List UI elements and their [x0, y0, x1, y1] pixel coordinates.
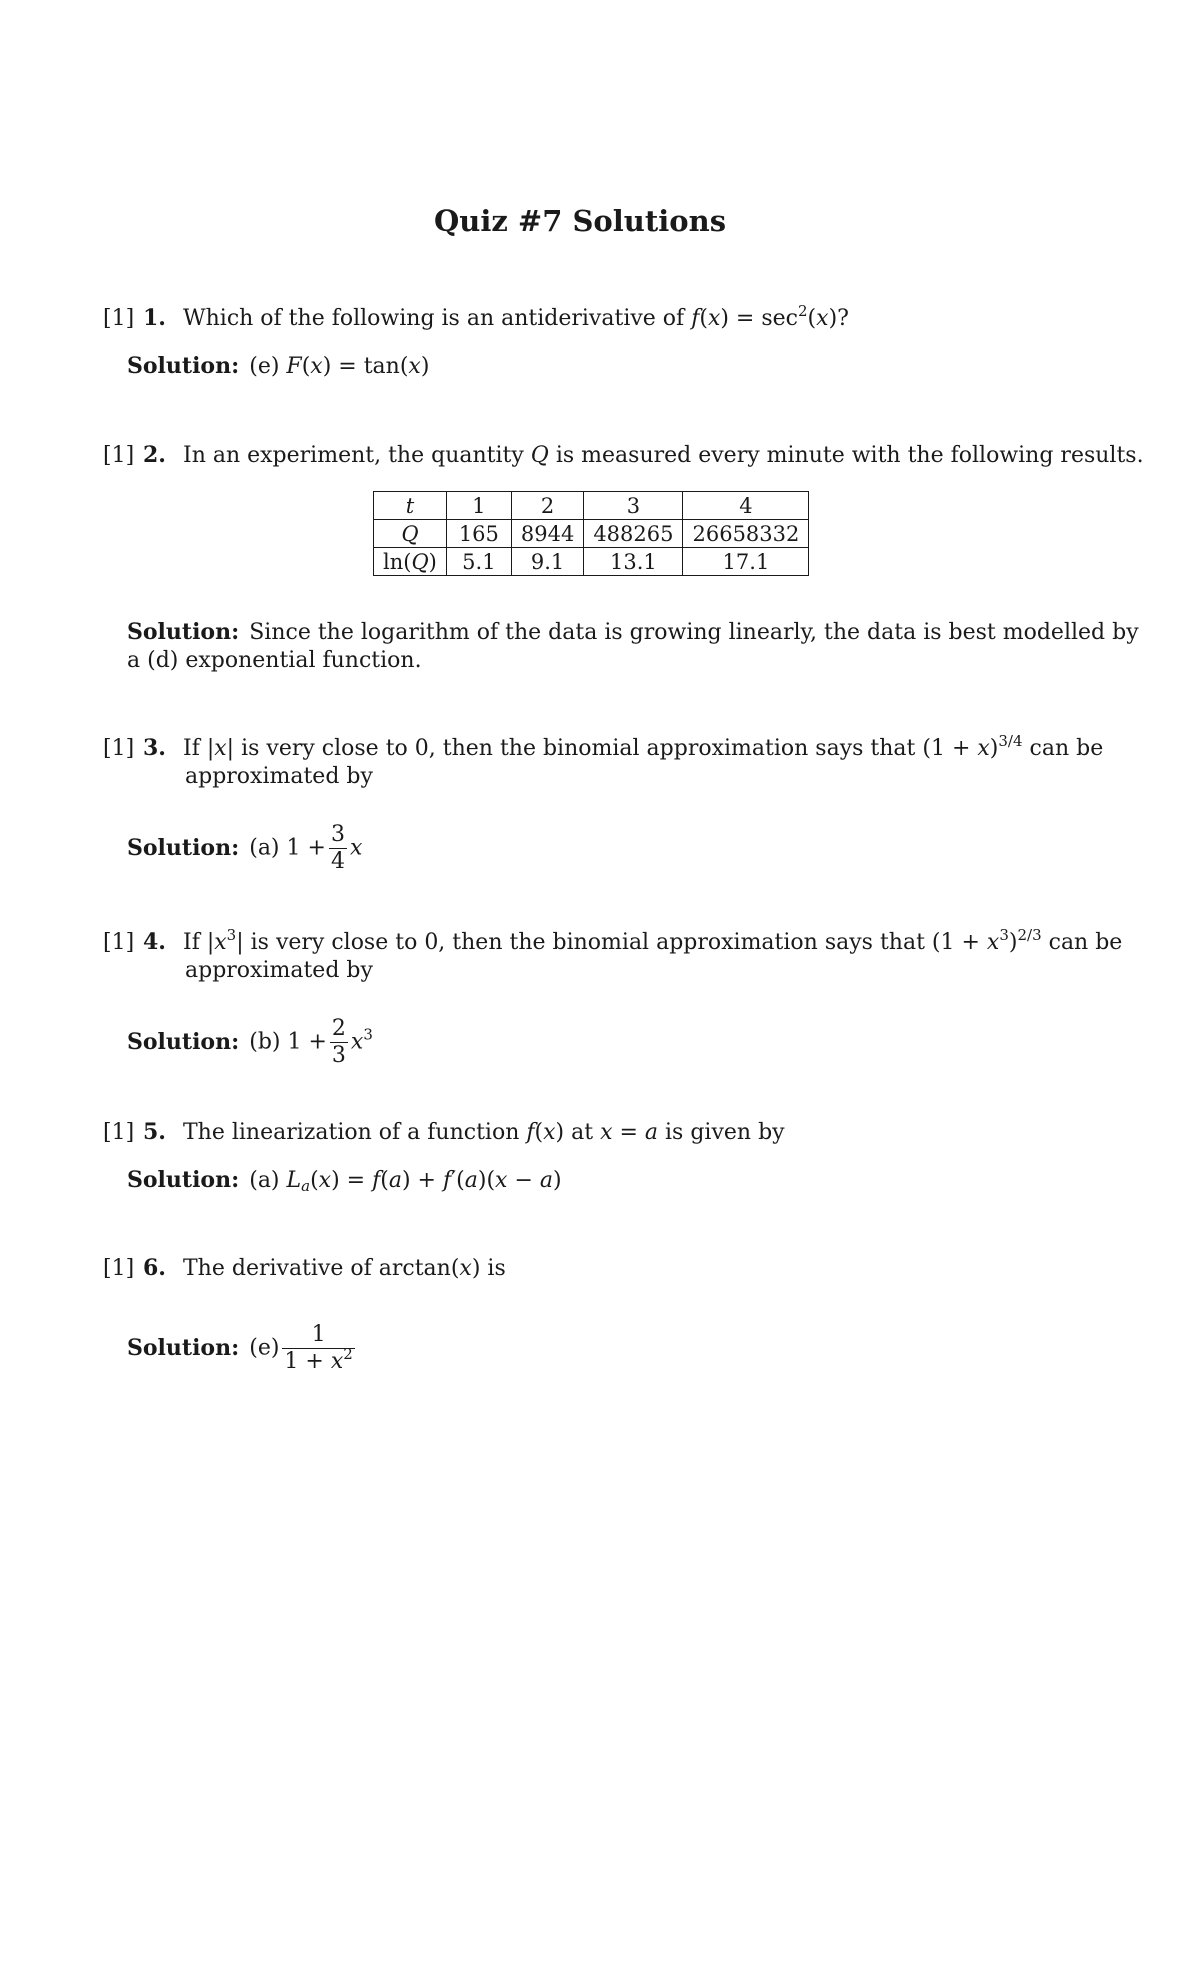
question-number: 1.: [143, 305, 166, 331]
fraction: $\frac{3}{4}$: [330, 822, 345, 874]
question-1: [103, 303, 849, 334]
solution-text: Since the logarithm of the data is growing linearly, the data is best modelled by: [249, 620, 1139, 645]
table-cell: 8944: [511, 520, 583, 548]
solution-2: [127, 617, 1139, 648]
question-marks: [1]: [103, 736, 135, 761]
table-cell: 17.1: [683, 548, 809, 576]
solution-label: Solution:: [127, 834, 240, 861]
table-cell: 26658332: [683, 520, 809, 548]
question-6: [103, 1253, 506, 1284]
question-2: [103, 440, 1144, 471]
table-row: [374, 520, 809, 548]
table-header-cell: Q: [374, 520, 447, 548]
question-marks: [1]: [103, 1256, 135, 1281]
table-cell: 2: [511, 492, 583, 520]
table-cell: 13.1: [584, 548, 683, 576]
solution-4: Solution: (b) 1 + $\frac{2}{3}$ $x^3$: [127, 1016, 373, 1068]
question-text: If $|x^3|$ is very close to 0, then the binomial approximation says that $(1 + x^3)^{2/3}$ can be: [183, 926, 1123, 955]
solution-label: Solution:: [127, 1167, 240, 1193]
table-row: [374, 548, 809, 576]
table-cell: 4: [683, 492, 809, 520]
question-text: Which of the following is an antiderivative of $f(x) = \sec^2(x)$?: [183, 302, 849, 331]
question-text: The linearization of a function f(x) at x = a is given by: [183, 1120, 785, 1145]
table-cell: 5.1: [446, 548, 511, 576]
question-marks: [1]: [103, 306, 135, 331]
question-text: If |x| is very close to 0, then the binomial approximation says that $(1 + x)^{3/4}$ can be: [183, 732, 1104, 761]
question-marks: [1]: [103, 443, 135, 468]
fraction: $\frac{1}{1 + x^2}$: [284, 1322, 353, 1374]
solution-5: [127, 1165, 562, 1196]
question-5: [103, 1117, 785, 1148]
question-number: 3.: [143, 735, 166, 761]
question-3: [103, 733, 1103, 764]
table-cell: 488265: [584, 520, 683, 548]
table-header-cell: t: [374, 492, 447, 520]
question-text: In an experiment, the quantity Q is measured every minute with the following results.: [183, 443, 1144, 468]
data-table: [373, 491, 809, 576]
page-title: Quiz #7 Solutions: [433, 204, 727, 238]
question-marks: [1]: [103, 930, 135, 955]
solution-text: (a) $L_a(x) = f(a) + f'(a)(x - a)$: [249, 1168, 562, 1195]
question-4: [103, 927, 1122, 958]
solution-label: Solution:: [127, 619, 240, 645]
solution-1: [127, 351, 429, 382]
table-cell: 165: [446, 520, 511, 548]
solution-choice: (b): [249, 1029, 281, 1055]
question-number: 4.: [143, 929, 166, 955]
solution-2-continued: a (d) exponential function.: [127, 648, 422, 673]
table-header-cell: ln(Q): [374, 548, 447, 576]
solution-choice: (a): [249, 835, 280, 861]
table-row: [374, 492, 809, 520]
question-text: The derivative of arctan(x) is: [183, 1256, 506, 1281]
table-cell: 9.1: [511, 548, 583, 576]
solution-label: Solution:: [127, 353, 240, 379]
question-number: 5.: [143, 1119, 166, 1145]
table-cell: 3: [584, 492, 683, 520]
table-cell: 1: [446, 492, 511, 520]
solution-3: Solution: (a) 1 + $\frac{3}{4}$ x: [127, 822, 363, 874]
solution-label: Solution:: [127, 1028, 240, 1055]
question-number: 2.: [143, 442, 166, 468]
solution-6: [127, 1322, 358, 1375]
question-marks: [1]: [103, 1120, 135, 1145]
solution-choice: (e): [249, 1335, 280, 1361]
question-number: 6.: [143, 1255, 166, 1281]
question-3-continued: approximated by: [185, 764, 373, 789]
solution-label: Solution:: [127, 1334, 240, 1361]
fraction: $\frac{2}{3}$: [331, 1016, 346, 1068]
solution-text: (e) F(x) = tan(x): [249, 354, 430, 379]
question-4-continued: approximated by: [185, 958, 373, 983]
